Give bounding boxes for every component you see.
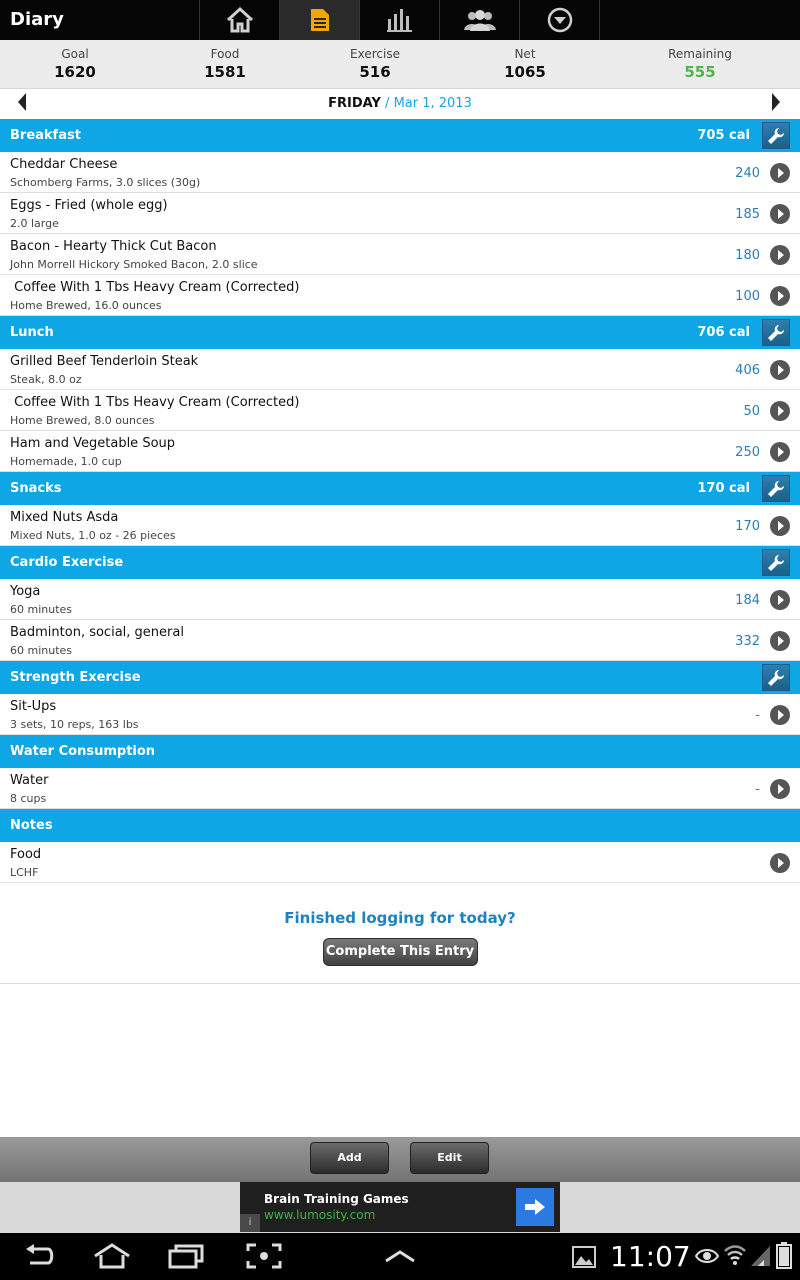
eye-icon	[695, 1246, 719, 1266]
more-dropdown-icon	[547, 7, 573, 33]
section-settings-button[interactable]	[762, 475, 790, 502]
section-header-snacks	[0, 472, 800, 505]
tab-progress[interactable]	[360, 0, 440, 40]
section-header-water-consumption	[0, 735, 800, 768]
finish-question: Finished logging for today?	[284, 909, 516, 927]
remaining-label: Remaining	[668, 47, 732, 61]
wrench-icon	[766, 479, 786, 499]
entry-name: Bacon - Hearty Thick Cut Bacon	[10, 239, 217, 254]
section-header-strength-exercise	[0, 661, 800, 694]
entry-calories: 170	[735, 519, 760, 534]
summary-remaining	[640, 40, 760, 89]
signal-strength-icon	[750, 1243, 772, 1267]
ad-strip	[0, 1182, 800, 1233]
entry-calories: 100	[735, 289, 760, 304]
system-navigation-bar	[0, 1233, 800, 1280]
ad-url: www.lumosity.com	[264, 1208, 376, 1222]
diary-entry-row[interactable]	[0, 234, 800, 275]
wrench-icon	[766, 323, 786, 343]
status-clock: 11:07	[610, 1240, 691, 1273]
tab-diary[interactable]	[280, 0, 360, 40]
entry-calories: 50	[743, 404, 760, 419]
entry-description: Home Brewed, 8.0 ounces	[10, 414, 155, 427]
diary-entry-row[interactable]	[0, 768, 800, 809]
entry-description: 2.0 large	[10, 217, 59, 230]
diary-entry-row[interactable]	[0, 193, 800, 234]
wrench-icon	[766, 668, 786, 688]
exercise-value: 516	[359, 63, 391, 81]
entry-detail-arrow-icon[interactable]	[770, 360, 790, 380]
edit-button[interactable]: Edit	[410, 1142, 489, 1174]
entry-detail-arrow-icon[interactable]	[770, 204, 790, 224]
entry-calories: -	[755, 708, 760, 723]
section-calories: 170 cal	[697, 481, 750, 496]
section-title: Lunch	[10, 325, 54, 340]
entry-detail-arrow-icon[interactable]	[770, 631, 790, 651]
battery-icon	[776, 1241, 792, 1269]
section-title: Breakfast	[10, 128, 81, 143]
entry-description: Mixed Nuts, 1.0 oz - 26 pieces	[10, 529, 176, 542]
exercise-label: Exercise	[350, 47, 400, 61]
diary-entry-row[interactable]	[0, 431, 800, 472]
section-title: Cardio Exercise	[10, 555, 124, 570]
wifi-icon	[722, 1241, 748, 1267]
entry-detail-arrow-icon[interactable]	[770, 779, 790, 799]
entry-description: Steak, 8.0 oz	[10, 373, 82, 386]
entry-description: LCHF	[10, 866, 39, 879]
entry-name: Coffee With 1 Tbs Heavy Cream (Corrected)	[10, 280, 300, 295]
entry-name: Yoga	[10, 584, 41, 599]
ad-headline: Brain Training Games	[264, 1192, 409, 1206]
entry-description: Home Brewed, 16.0 ounces	[10, 299, 162, 312]
section-settings-button[interactable]	[762, 664, 790, 691]
entry-description: Homemade, 1.0 cup	[10, 455, 122, 468]
entry-calories: 250	[735, 445, 760, 460]
arrow-right-icon	[523, 1197, 547, 1217]
progress-chart-icon	[386, 7, 414, 33]
remaining-value: 555	[684, 63, 716, 81]
diary-entry-row[interactable]	[0, 390, 800, 431]
section-settings-button[interactable]	[762, 319, 790, 346]
diary-entry-row[interactable]	[0, 620, 800, 661]
entry-detail-arrow-icon[interactable]	[770, 245, 790, 265]
goal-label: Goal	[61, 47, 89, 61]
diary-list	[0, 119, 800, 883]
previous-day-arrow-icon[interactable]	[18, 93, 26, 111]
section-settings-button[interactable]	[762, 122, 790, 149]
date-weekday: FRIDAY	[328, 96, 381, 111]
entry-description: John Morrell Hickory Smoked Bacon, 2.0 slice	[10, 258, 258, 271]
entry-calories: 184	[735, 593, 760, 608]
ad-banner[interactable]	[240, 1182, 560, 1232]
section-header-notes	[0, 809, 800, 842]
tab-more[interactable]	[520, 0, 600, 40]
screenshot-icon[interactable]	[246, 1243, 282, 1269]
entry-calories: -	[755, 782, 760, 797]
app-title: Diary	[0, 0, 200, 40]
tab-home[interactable]	[200, 0, 280, 40]
date-navigator	[0, 89, 800, 119]
entry-detail-arrow-icon[interactable]	[770, 163, 790, 183]
section-calories: 705 cal	[697, 128, 750, 143]
entry-name: Grilled Beef Tenderloin Steak	[10, 354, 199, 369]
entry-calories: 185	[735, 207, 760, 222]
entry-description: Schomberg Farms, 3.0 slices (30g)	[10, 176, 201, 189]
top-nav-bar	[0, 0, 800, 40]
food-value: 1581	[204, 63, 246, 81]
home-button-icon[interactable]	[92, 1243, 132, 1269]
back-icon[interactable]	[22, 1243, 56, 1269]
diary-entry-row[interactable]	[0, 694, 800, 735]
entry-name: Cheddar Cheese	[10, 157, 118, 172]
entry-detail-arrow-icon[interactable]	[770, 286, 790, 306]
home-icon	[225, 6, 255, 34]
date-value[interactable]: Mar 1, 2013	[393, 96, 472, 111]
complete-entry-button[interactable]: Complete This Entry	[323, 938, 478, 966]
diary-entry-row[interactable]	[0, 842, 800, 883]
add-button[interactable]: Add	[310, 1142, 389, 1174]
goal-value: 1620	[54, 63, 96, 81]
tab-friends[interactable]	[440, 0, 520, 40]
wrench-icon	[766, 553, 786, 573]
entry-name: Eggs - Fried (whole egg)	[10, 198, 168, 213]
diary-entry-row[interactable]	[0, 152, 800, 193]
entry-description: 60 minutes	[10, 644, 73, 657]
section-header-cardio-exercise	[0, 546, 800, 579]
recent-apps-icon[interactable]	[168, 1243, 206, 1269]
section-header-lunch	[0, 316, 800, 349]
entry-name: Badminton, social, general	[10, 625, 184, 640]
entry-detail-arrow-icon[interactable]	[770, 401, 790, 421]
wrench-icon	[766, 126, 786, 146]
section-calories: 706 cal	[697, 325, 750, 340]
entry-name: Sit-Ups	[10, 699, 57, 714]
entry-calories: 180	[735, 248, 760, 263]
finish-logging-panel	[0, 890, 800, 984]
summary-exercise	[325, 40, 425, 89]
entry-name: Water	[10, 773, 49, 788]
entry-description: 3 sets, 10 reps, 163 lbs	[10, 718, 139, 731]
section-title: Snacks	[10, 481, 62, 496]
entry-name: Food	[10, 847, 42, 862]
entry-description: 8 cups	[10, 792, 47, 805]
ad-go-button[interactable]	[516, 1188, 554, 1226]
entry-calories: 240	[735, 166, 760, 181]
entry-detail-arrow-icon[interactable]	[770, 705, 790, 725]
summary-net	[475, 40, 575, 89]
entry-detail-arrow-icon[interactable]	[770, 590, 790, 610]
gallery-notification-icon	[572, 1246, 596, 1268]
friends-icon	[463, 8, 497, 32]
entry-detail-arrow-icon[interactable]	[770, 516, 790, 536]
entry-calories: 332	[735, 634, 760, 649]
entry-name: Ham and Vegetable Soup	[10, 436, 176, 451]
bottom-action-bar	[0, 1137, 800, 1182]
ad-info-icon[interactable]: i	[240, 1214, 260, 1232]
diary-entry-row[interactable]	[0, 505, 800, 546]
chevron-up-icon[interactable]	[384, 1249, 416, 1263]
section-header-breakfast	[0, 119, 800, 152]
entry-calories: 406	[735, 363, 760, 378]
section-title: Notes	[10, 818, 53, 833]
section-title: Water Consumption	[10, 744, 156, 759]
entry-name: Coffee With 1 Tbs Heavy Cream (Corrected)	[10, 395, 300, 410]
net-label: Net	[514, 47, 536, 61]
diary-entry-row[interactable]	[0, 349, 800, 390]
section-title: Strength Exercise	[10, 670, 141, 685]
entry-detail-arrow-icon[interactable]	[770, 853, 790, 873]
entry-detail-arrow-icon[interactable]	[770, 442, 790, 462]
summary-goal	[25, 40, 125, 89]
date-separator: /	[380, 96, 394, 111]
entry-description: 60 minutes	[10, 603, 73, 616]
diary-entry-row[interactable]	[0, 275, 800, 316]
diary-icon	[309, 7, 331, 33]
section-settings-button[interactable]	[762, 549, 790, 576]
entry-name: Mixed Nuts Asda	[10, 510, 119, 525]
food-label: Food	[210, 47, 240, 61]
diary-entry-row[interactable]	[0, 579, 800, 620]
summary-food	[175, 40, 275, 89]
calorie-summary	[0, 40, 800, 89]
net-value: 1065	[504, 63, 546, 81]
next-day-arrow-icon[interactable]	[772, 93, 780, 111]
